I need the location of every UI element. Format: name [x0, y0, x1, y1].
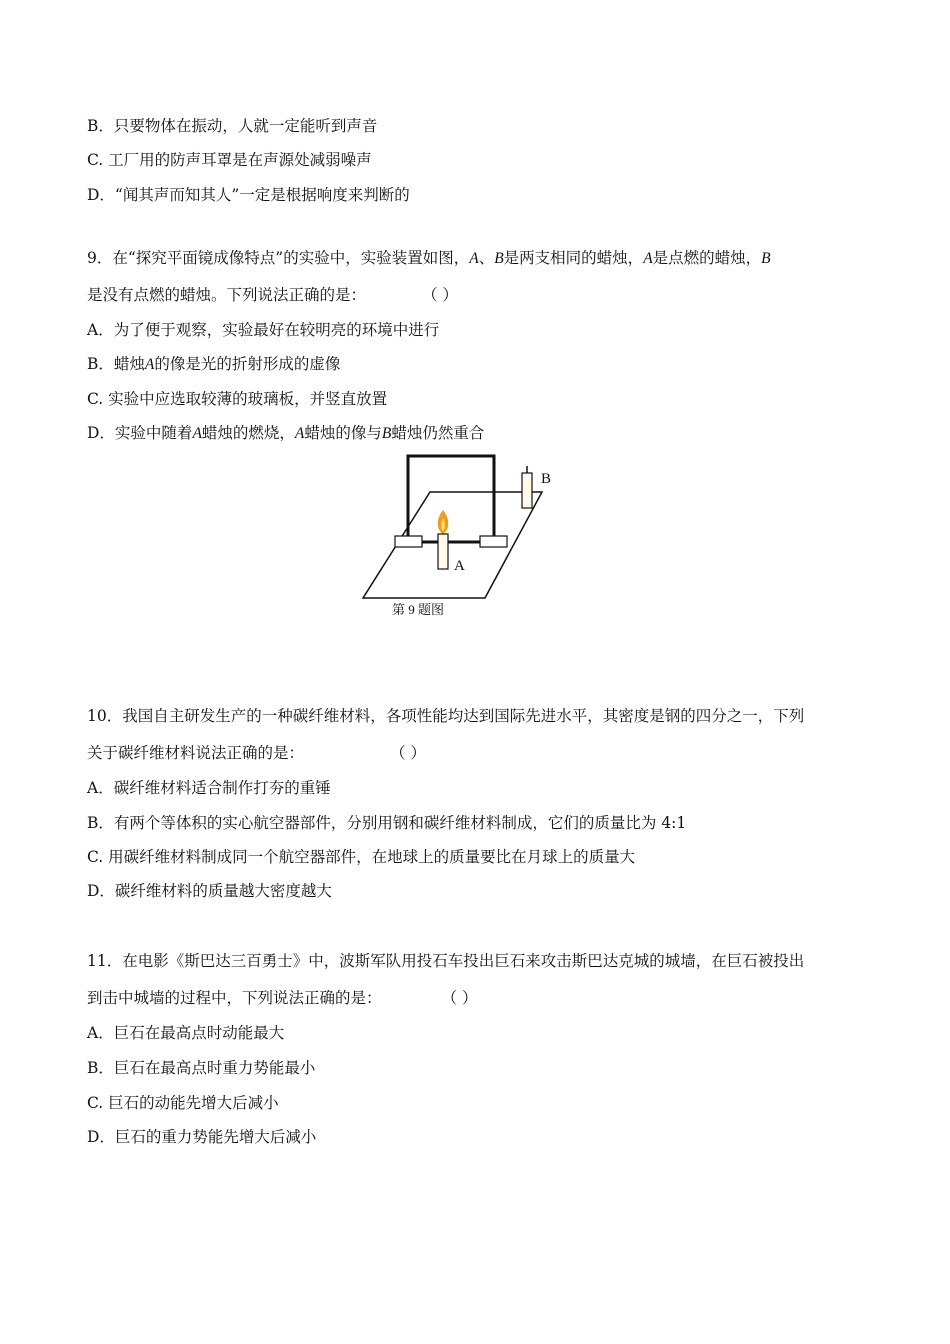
glass-plate — [408, 456, 494, 542]
q10-stem-line1: 10．我国自主研发生产的一种碳纤维材料，各项性能均达到国际先进水平，其密度是钢的四分之一，下列 — [87, 707, 805, 725]
q9-stem-line2: 是没有点燃的蜡烛。下列说法正确的是： （ ） — [87, 286, 458, 304]
q8-option-c: C. 工厂用的防声耳罩是在声源处减弱噪声 — [87, 151, 372, 169]
q9-option-a: A．为了便于观察，实验最好在较明亮的环境中进行 — [87, 321, 440, 339]
q11-stem-line2: 到击中城墙的过程中，下列说法正确的是： （ ） — [87, 989, 478, 1007]
right-support — [480, 536, 507, 547]
candle-b — [522, 473, 532, 508]
q9-stem-line1: 9．在“探究平面镜成像特点”的实验中，实验装置如图，A、B是两支相同的蜡烛，A是点燃的蜡烛，B — [87, 249, 771, 267]
q9-option-b: B．蜡烛A的像是光的折射形成的虚像 — [87, 355, 341, 373]
q11-option-d: D．巨石的重力势能先增大后减小 — [87, 1128, 317, 1146]
q10-option-d: D．碳纤维材料的质量越大密度越大 — [87, 882, 332, 900]
answer-parentheses: （ ） — [390, 744, 426, 762]
candle-a — [438, 534, 448, 569]
q11-option-b: B．巨石在最高点时重力势能最小 — [87, 1059, 316, 1077]
q9-option-c: C. 实验中应选取较薄的玻璃板，并竖直放置 — [87, 390, 388, 408]
label-b: B — [541, 471, 552, 487]
q9-option-d: D．实验中随着A蜡烛的燃烧，A蜡烛的像与B蜡烛仍然重合 — [87, 424, 485, 442]
q11-option-a: A．巨石在最高点时动能最大 — [87, 1024, 285, 1042]
answer-parentheses: （ ） — [441, 989, 478, 1007]
q10-option-a: A．碳纤维材料适合制作打夯的重锤 — [87, 779, 331, 797]
answer-parentheses: （ ） — [422, 286, 458, 304]
q10-option-b: B．有两个等体积的实心航空器部件，分别用钢和碳纤维材料制成，它们的质量比为 4:1 — [87, 814, 687, 832]
q11-option-c: C. 巨石的动能先增大后减小 — [87, 1094, 279, 1112]
q10-stem-line2: 关于碳纤维材料说法正确的是： （ ） — [87, 744, 426, 762]
table-surface — [363, 492, 542, 598]
left-support — [395, 536, 422, 547]
q11-stem-line1: 11．在电影《斯巴达三百勇士》中，波斯军队用投石车投出巨石来攻击斯巴达克城的城墙，在巨石被投出 — [87, 952, 805, 970]
label-a: A — [454, 558, 465, 574]
q10-option-c: C. 用碳纤维材料制成同一个航空器部件，在地球上的质量要比在月球上的质量大 — [87, 848, 636, 866]
q8-option-b: B．只要物体在振动，人就一定能听到声音 — [87, 117, 378, 135]
plane-mirror-experiment-figure — [355, 448, 565, 628]
q8-option-d: D．“闻其声而知其人”一定是根据响度来判断的 — [87, 186, 410, 204]
figure-caption: 第 9 题图 — [392, 602, 445, 617]
